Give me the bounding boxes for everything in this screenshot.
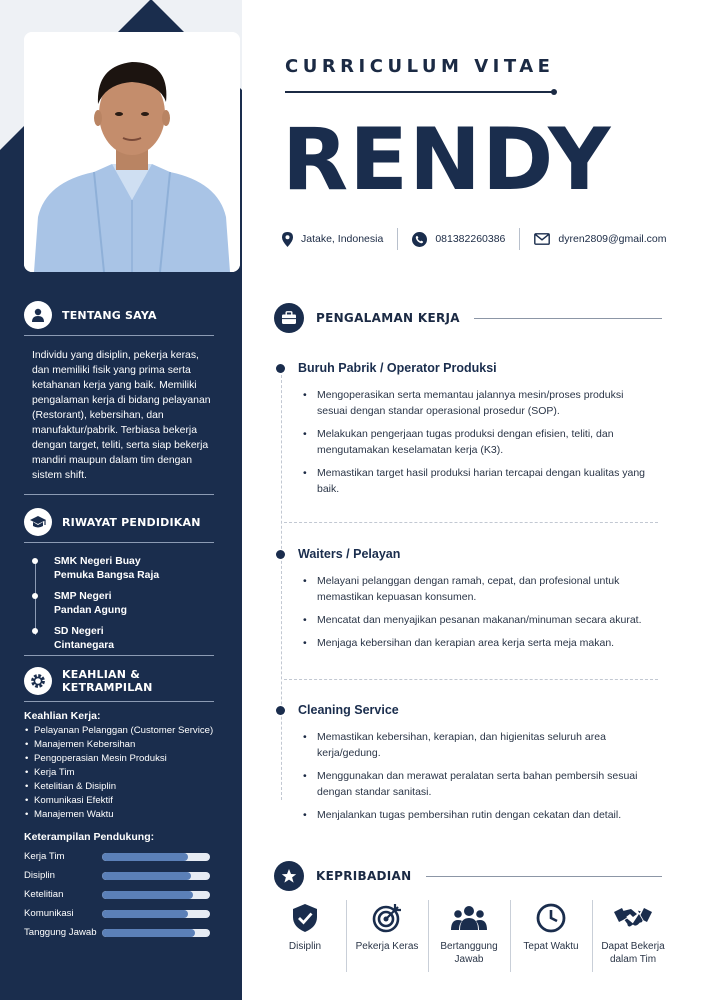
school-name: SMP Negeri (54, 591, 112, 602)
experience-title: PENGALAMAN KERJA (316, 311, 460, 325)
skill-bar-label: Kerja Tim (24, 851, 65, 862)
section-rule (474, 318, 662, 319)
job-entry (274, 547, 662, 658)
skill-bar-label: Disiplin (24, 870, 55, 881)
education-title: RIWAYAT PENDIDIKAN (62, 515, 201, 529)
school-name: Pandan Agung (54, 605, 127, 616)
duty-item: • Memastikan kebersihan, kerapian, dan higienitas seluruh area kerja/gedung. (309, 729, 647, 761)
contact-separator (397, 228, 398, 250)
trait-item (264, 900, 346, 972)
section-divider (24, 542, 214, 543)
work-skills-list (24, 724, 214, 822)
bullet-dot (32, 593, 38, 599)
skill-bar-track (102, 910, 210, 918)
skill-bar-track (102, 872, 210, 880)
contact-location (282, 232, 383, 247)
skill-item: • Pelayanan Pelanggan (Customer Service) (24, 724, 214, 738)
duty-item: • Menjalankan tugas pembersihan rutin dengan cekatan dan detail. (309, 807, 647, 823)
skill-bar-row (24, 885, 214, 904)
skill-bar-fill (102, 929, 195, 937)
job-duties (309, 387, 647, 497)
job-title (274, 703, 662, 717)
trait-label: Dapat Bekerja dalam Tim (601, 941, 665, 965)
skill-bar-row (24, 904, 214, 923)
job-title (274, 361, 662, 375)
skill-item: • Komunikasi Efektif (24, 794, 214, 808)
skill-bar-track (102, 891, 210, 899)
duty-item: • Menjaga kebersihan dan kerapian area kerja serta meja makan. (309, 635, 647, 651)
job-duties (309, 573, 647, 651)
map-pin-icon (282, 232, 293, 247)
about-section (24, 301, 214, 483)
target-icon (371, 902, 403, 934)
duty-item: • Mencatat dan menyajikan pesanan makanan/minuman secara akurat. (309, 612, 647, 628)
user-icon (24, 301, 52, 329)
school-name: Pemuka Bangsa Raja (54, 570, 160, 581)
support-skills-label: Keterampilan Pendukung: (24, 831, 155, 843)
duty-item: • Mengoperasikan serta memantau jalannya mesin/proses produksi sesuai dengan standar operasional prosedur (SOP). (309, 387, 647, 419)
star-icon (274, 861, 304, 891)
timeline-dot (276, 706, 285, 715)
about-text: Individu yang disiplin, pekerja keras, dan memiliki fisik yang prima serta ketahanan kerja yang baik. Memiliki pengalaman kerja di bidang pelayanan (Restorant), kebersihan, dan manufaktur/pabrik. Terbiasa bekerja dengan target, teliti, serta siap bekerja mandiri maupun dalam tim dengan sistem shift. (32, 350, 211, 481)
trait-label: Disiplin (288, 941, 322, 952)
skill-bars (24, 847, 214, 942)
trait-item (592, 900, 674, 972)
job-title (274, 547, 662, 561)
about-title: TENTANG SAYA (62, 308, 157, 322)
main-content (242, 0, 707, 1000)
section-rule (426, 876, 663, 877)
skill-bar-label: Komunikasi (24, 908, 74, 919)
timeline-dot (276, 550, 285, 559)
skills-section (24, 667, 214, 942)
handshake-icon (613, 902, 653, 934)
skill-bar-row (24, 866, 214, 885)
contact-separator (519, 228, 520, 250)
skill-bar-fill (102, 891, 193, 899)
trait-label: Bertanggung Jawab (440, 941, 498, 965)
skill-bar-fill (102, 872, 191, 880)
skill-item: • Manajemen Kebersihan (24, 738, 214, 752)
job-divider (284, 679, 658, 680)
graduation-cap-icon (24, 508, 52, 536)
skill-item: • Manajemen Waktu (24, 808, 214, 822)
personality-traits (264, 900, 674, 972)
skill-bar-fill (102, 853, 188, 861)
skill-bar-track (102, 853, 210, 861)
section-divider (24, 494, 214, 495)
sidebar (0, 0, 242, 1000)
email-text: dyren2809@gmail.com (558, 233, 667, 245)
phone-icon (412, 232, 427, 247)
skill-bar-track (102, 929, 210, 937)
school-name: SMK Negeri Buay (54, 556, 141, 567)
job-title-text: Buruh Pabrik / Operator Produksi (298, 361, 497, 375)
duty-item: • Memastikan target hasil produksi harian tercapai dengan kualitas yang baik. (309, 465, 647, 497)
section-divider (24, 655, 214, 656)
skill-item: • Ketelitian & Disiplin (24, 780, 214, 794)
timeline-dot (276, 364, 285, 373)
candidate-name: RENDY (282, 110, 612, 210)
team-icon (451, 902, 487, 934)
education-item (54, 590, 214, 618)
job-entry (274, 361, 662, 504)
skill-item: • Pengoperasian Mesin Produksi (24, 752, 214, 766)
title-underline-dot (551, 89, 557, 95)
phone-text: 081382260386 (435, 233, 506, 245)
document-title: CURRICULUM VITAE (285, 56, 555, 77)
skill-bar-row (24, 923, 214, 942)
title-underline (285, 91, 553, 93)
trait-item (510, 900, 592, 972)
gear-icon (24, 667, 52, 695)
skill-bar-fill (102, 910, 188, 918)
experience-heading (274, 302, 662, 334)
job-title-text: Waiters / Pelayan (298, 547, 401, 561)
personality-title: KEPRIBADIAN (316, 869, 412, 883)
bullet-dot (32, 628, 38, 634)
trait-item (428, 900, 510, 972)
skill-bar-label: Ketelitian (24, 889, 64, 900)
education-section (24, 508, 214, 660)
school-name: Cintanegara (54, 640, 115, 651)
bullet-dot (32, 558, 38, 564)
mail-icon (534, 233, 550, 245)
contact-email[interactable] (534, 233, 666, 245)
work-skills-label: Keahlian Kerja: (24, 710, 101, 722)
trait-item (346, 900, 428, 972)
job-title-text: Cleaning Service (298, 703, 399, 717)
shield-check-icon (289, 902, 321, 934)
duty-item: • Melayani pelanggan dengan ramah, cepat, dan profesional untuk memastikan kepuasan konsumen. (309, 573, 647, 605)
contact-phone[interactable] (412, 232, 505, 247)
skill-item: • Kerja Tim (24, 766, 214, 780)
job-duties (309, 729, 647, 823)
education-item (54, 625, 214, 653)
education-list (24, 555, 214, 653)
skill-bar-row (24, 847, 214, 866)
duty-item: • Menggunakan dan merawat peralatan serta bahan pembersih sesuai dengan standar sanitasi. (309, 768, 647, 800)
person-photo-illustration (24, 32, 240, 272)
profile-photo (24, 32, 240, 272)
section-divider (24, 701, 214, 702)
education-item (54, 555, 214, 583)
section-divider (24, 335, 214, 336)
trait-label: Pekerja Keras (355, 941, 419, 952)
personality-heading (274, 860, 662, 892)
job-entry (274, 703, 662, 830)
skills-title: KEAHLIAN & KETRAMPILAN (62, 668, 153, 694)
contact-bar (282, 228, 682, 250)
skill-bar-label: Tanggung Jawab (24, 927, 97, 938)
location-text: Jatake, Indonesia (301, 233, 384, 245)
school-name: SD Negeri (54, 626, 104, 637)
clock-icon (535, 902, 567, 934)
briefcase-icon (274, 303, 304, 333)
duty-item: • Melakukan pengerjaan tugas produksi dengan efisien, teliti, dan mengutamakan keselamatan kerja (K3). (309, 426, 647, 458)
trait-label: Tepat Waktu (523, 941, 579, 952)
job-divider (284, 522, 658, 523)
